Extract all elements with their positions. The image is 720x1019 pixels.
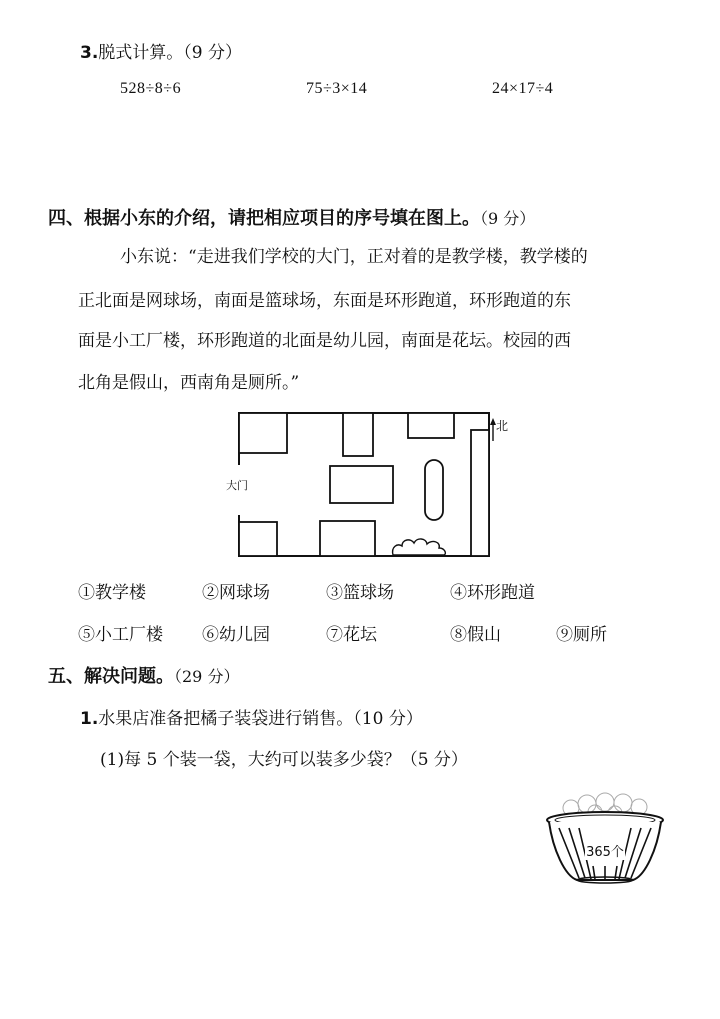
section4-line-3: 面是小工厂楼，环形跑道的北面是幼儿园，南面是花坛。校园的西 bbox=[78, 331, 571, 351]
campus-map bbox=[225, 405, 525, 565]
slot-south-middle bbox=[320, 521, 375, 556]
option-1: ①教学楼 bbox=[78, 583, 146, 603]
option-7: ⑦花坛 bbox=[326, 625, 377, 645]
question-1: 1.水果店准备把橘子装袋进行销售。（10 分） bbox=[80, 709, 423, 729]
option-9: ⑨厕所 bbox=[556, 625, 607, 645]
question-1-1: (1)每 5 个装一袋，大约可以装多少袋？（5 分） bbox=[100, 750, 468, 770]
gate-label: 大门 bbox=[226, 479, 248, 492]
calc-title: 3.脱式计算。（9 分） bbox=[80, 43, 243, 63]
slot-northeast bbox=[408, 413, 454, 438]
section4-line-2: 正北面是网球场，南面是篮球场，东面是环形跑道，环形跑道的东 bbox=[78, 291, 571, 311]
option-6: ⑥幼儿园 bbox=[202, 625, 270, 645]
slot-east bbox=[471, 430, 489, 556]
orange-basket-illustration bbox=[535, 780, 675, 890]
calc-item-2: 75÷3×14 bbox=[306, 80, 368, 97]
basket-count-label: 365个 bbox=[586, 845, 624, 860]
north-label: 北 bbox=[496, 419, 509, 433]
slot-center bbox=[330, 466, 393, 503]
slot-track bbox=[425, 460, 443, 520]
option-2: ②网球场 bbox=[202, 583, 270, 603]
option-3: ③篮球场 bbox=[326, 583, 394, 603]
calc-item-1: 528÷8÷6 bbox=[120, 80, 182, 97]
slot-southwest bbox=[239, 522, 277, 556]
section5-title: 五、解决问题。（29 分） bbox=[48, 666, 240, 687]
section4-line-4: 北角是假山，西南角是厕所。” bbox=[78, 373, 300, 393]
flower-bed-icon bbox=[393, 539, 446, 555]
slot-northwest bbox=[239, 413, 287, 453]
option-4: ④环形跑道 bbox=[450, 583, 535, 603]
section4-line-1: 小东说：“走进我们学校的大门，正对着的是教学楼，教学楼的 bbox=[120, 247, 588, 267]
slot-north-middle bbox=[343, 413, 373, 456]
option-8: ⑧假山 bbox=[450, 625, 501, 645]
section4-title: 四、根据小东的介绍，请把相应项目的序号填在图上。（9 分） bbox=[48, 208, 536, 229]
calc-item-3: 24×17÷4 bbox=[492, 80, 554, 97]
option-5: ⑤小工厂楼 bbox=[78, 625, 163, 645]
